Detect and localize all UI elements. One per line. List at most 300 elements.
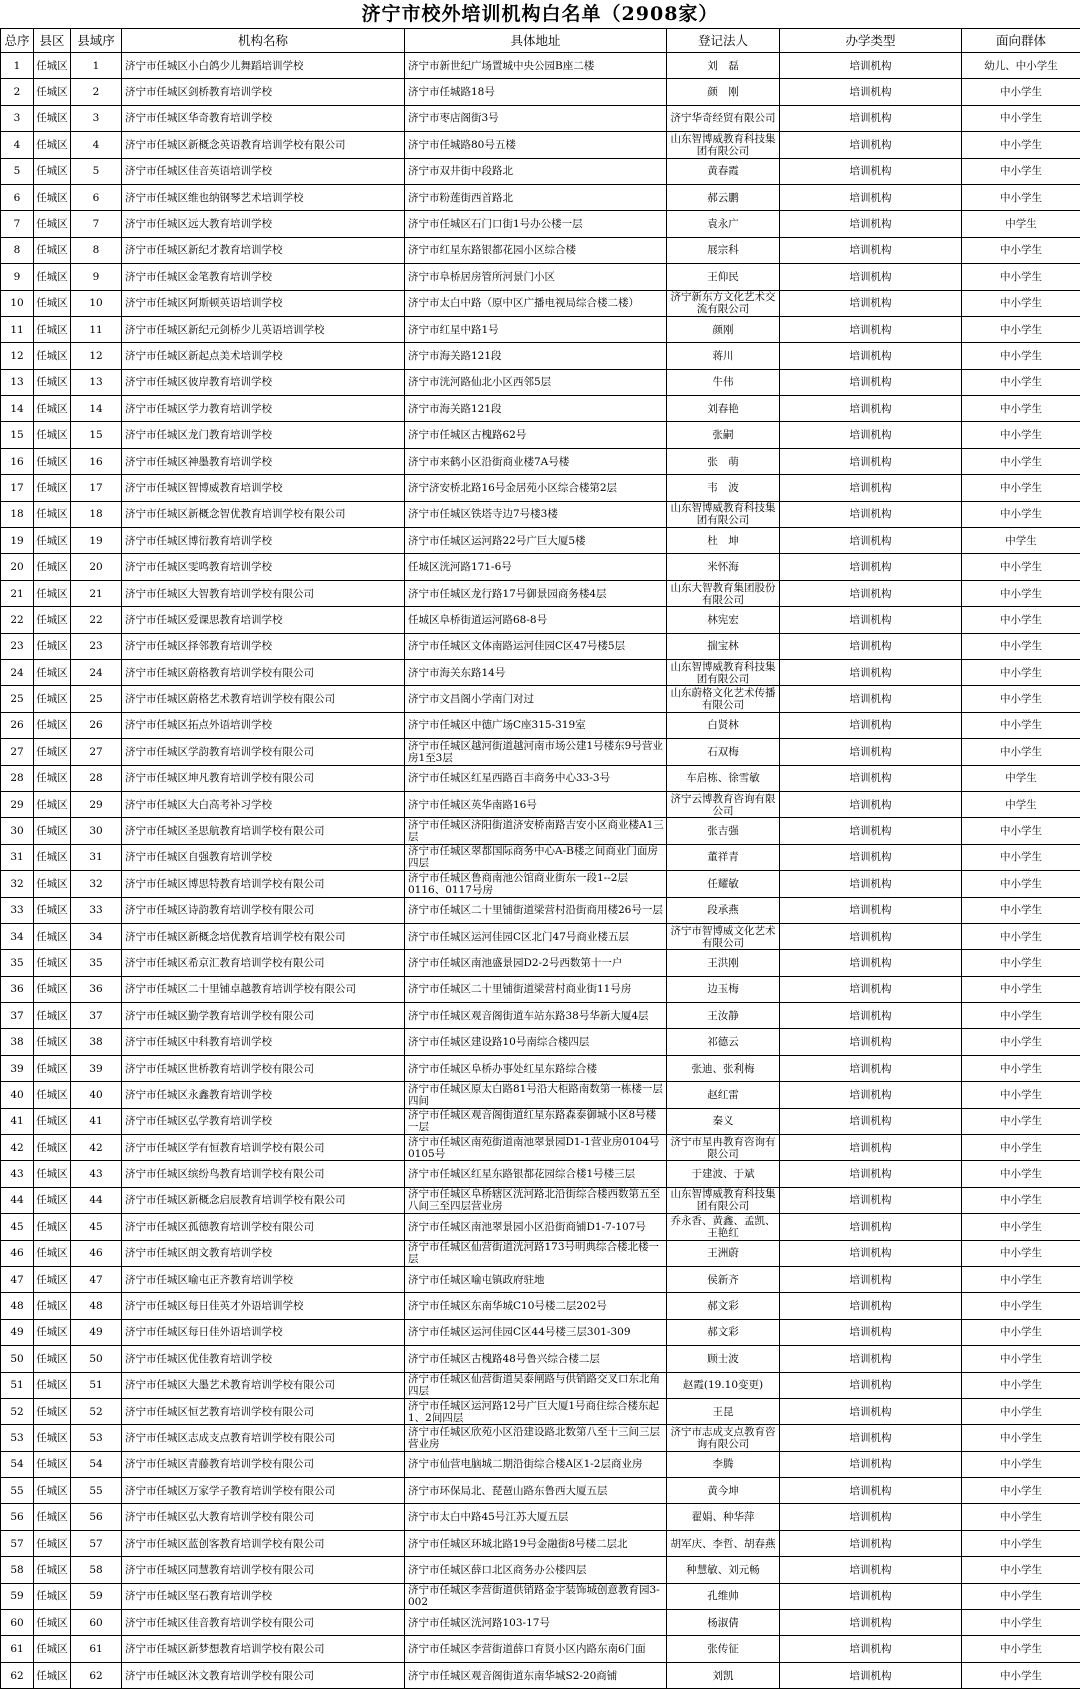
target-group-cell: 中小学生 [962, 871, 1080, 897]
district-cell: 任城区 [34, 950, 71, 976]
target-group-cell: 中小学生 [962, 1557, 1080, 1583]
total-index-cell: 57 [1, 1530, 34, 1556]
total-index-cell: 16 [1, 448, 34, 474]
institution-name-cell: 济宁市任城区智博威教育培训学校 [122, 475, 405, 501]
header-address: 具体地址 [405, 29, 667, 53]
address-cell: 济宁市阜桥居房管所河景门小区 [405, 264, 667, 290]
institution-name-cell: 济宁市任城区新梦想教育培训学校有限公司 [122, 1636, 405, 1662]
county-index-cell: 18 [71, 501, 122, 527]
target-group-cell: 中小学生 [962, 1372, 1080, 1398]
target-group-cell: 中小学生 [962, 580, 1080, 606]
legal-person-cell: 刘 磊 [667, 53, 780, 79]
total-index-cell: 9 [1, 264, 34, 290]
school-type-cell: 培训机构 [780, 53, 962, 79]
address-cell: 济宁市任城区仙营街道吴泰闸路与供销路交叉口东北角四层 [405, 1372, 667, 1398]
table-row [1, 237, 1080, 263]
legal-person-cell: 胡军庆、李哲、胡春燕 [667, 1530, 780, 1556]
address-cell: 济宁市海关东路14号 [405, 659, 667, 685]
district-cell: 任城区 [34, 1082, 71, 1108]
institution-name-cell: 济宁市任城区蓝创客教育培训学校有限公司 [122, 1530, 405, 1556]
address-cell: 济宁济安桥北路16号金居苑小区综合楼第2层 [405, 475, 667, 501]
legal-person-cell: 山东大智教育集团股份有限公司 [667, 580, 780, 606]
school-type-cell: 培训机构 [780, 290, 962, 316]
total-index-cell: 37 [1, 1003, 34, 1029]
target-group-cell: 中小学生 [962, 1583, 1080, 1609]
county-index-cell: 61 [71, 1636, 122, 1662]
district-cell: 任城区 [34, 1398, 71, 1424]
address-cell: 济宁市任城区运河佳园C区北门47号商业楼五层 [405, 923, 667, 949]
county-index-cell: 44 [71, 1187, 122, 1213]
district-cell: 任城区 [34, 1214, 71, 1240]
county-index-cell: 52 [71, 1398, 122, 1424]
legal-person-cell: 石双梅 [667, 739, 780, 765]
institution-name-cell: 济宁市任城区优佳教育培训学校 [122, 1346, 405, 1372]
legal-person-cell: 黄春霞 [667, 158, 780, 184]
county-index-cell: 16 [71, 448, 122, 474]
school-type-cell: 培训机构 [780, 1055, 962, 1081]
target-group-cell: 中小学生 [962, 79, 1080, 105]
institution-name-cell: 济宁市任城区新概念启辰教育培训学校有限公司 [122, 1187, 405, 1213]
institution-name-cell: 济宁市任城区沐文教育培训学校有限公司 [122, 1662, 405, 1688]
legal-person-cell: 王仰民 [667, 264, 780, 290]
county-index-cell: 60 [71, 1610, 122, 1636]
address-cell: 济宁市任城区仙营街道洸河路173号明典综合楼北楼一层 [405, 1240, 667, 1266]
county-index-cell: 53 [71, 1425, 122, 1451]
institution-name-cell: 济宁市任城区青藤教育培训学校有限公司 [122, 1451, 405, 1477]
total-index-cell: 52 [1, 1398, 34, 1424]
target-group-cell: 中小学生 [962, 1293, 1080, 1319]
total-index-cell: 25 [1, 686, 34, 712]
table-row [1, 686, 1080, 712]
total-index-cell: 28 [1, 765, 34, 791]
address-cell: 济宁市任城区建设路10号南综合楼四层 [405, 1029, 667, 1055]
district-cell: 任城区 [34, 1425, 71, 1451]
institution-name-cell: 济宁市任城区新概念培优教育培训学校有限公司 [122, 923, 405, 949]
address-cell: 任城区阜桥街道运河路68-8号 [405, 607, 667, 633]
school-type-cell: 培训机构 [780, 844, 962, 870]
legal-person-cell: 刘凯 [667, 1662, 780, 1688]
legal-person-cell: 王汝静 [667, 1003, 780, 1029]
table-row [1, 132, 1080, 158]
school-type-cell: 培训机构 [780, 1266, 962, 1292]
target-group-cell: 中小学生 [962, 1135, 1080, 1161]
school-type-cell: 培训机构 [780, 871, 962, 897]
header-school-type: 办学类型 [780, 29, 962, 53]
institution-name-cell: 济宁市任城区彼岸教育培训学校 [122, 369, 405, 395]
school-type-cell: 培训机构 [780, 343, 962, 369]
address-cell: 济宁市海关路121段 [405, 396, 667, 422]
district-cell: 任城区 [34, 871, 71, 897]
total-index-cell: 5 [1, 158, 34, 184]
district-cell: 任城区 [34, 528, 71, 554]
school-type-cell: 培训机构 [780, 237, 962, 263]
district-cell: 任城区 [34, 132, 71, 158]
county-index-cell: 3 [71, 105, 122, 131]
county-index-cell: 10 [71, 290, 122, 316]
school-type-cell: 培训机构 [780, 184, 962, 210]
legal-person-cell: 段承燕 [667, 897, 780, 923]
school-type-cell: 培训机构 [780, 897, 962, 923]
target-group-cell: 中小学生 [962, 607, 1080, 633]
table-row [1, 607, 1080, 633]
school-type-cell: 培训机构 [780, 686, 962, 712]
institution-name-cell: 济宁市任城区永鑫教育培训学校 [122, 1082, 405, 1108]
district-cell: 任城区 [34, 659, 71, 685]
total-index-cell: 26 [1, 712, 34, 738]
institution-name-cell: 济宁市任城区喻屯正齐教育培训学校 [122, 1266, 405, 1292]
institution-name-cell: 济宁市任城区新概念英语教育培训学校有限公司 [122, 132, 405, 158]
table-row [1, 1293, 1080, 1319]
total-index-cell: 58 [1, 1557, 34, 1583]
target-group-cell: 中小学生 [962, 1530, 1080, 1556]
institution-name-cell: 济宁市任城区新概念智优教育培训学校有限公司 [122, 501, 405, 527]
legal-person-cell: 米怀海 [667, 554, 780, 580]
target-group-cell: 中小学生 [962, 343, 1080, 369]
legal-person-cell: 王洲蔚 [667, 1240, 780, 1266]
address-cell: 济宁市任城区环城北路19号金融街8号楼二层北 [405, 1530, 667, 1556]
address-cell: 济宁市任城区原太白路81号沿大柜路南数第一栋楼一层四间 [405, 1082, 667, 1108]
district-cell: 任城区 [34, 501, 71, 527]
district-cell: 任城区 [34, 633, 71, 659]
address-cell: 济宁市任城路18号 [405, 79, 667, 105]
school-type-cell: 培训机构 [780, 950, 962, 976]
target-group-cell: 幼儿、中小学生 [962, 53, 1080, 79]
legal-person-cell: 济宁云博教育咨询有限公司 [667, 791, 780, 817]
table-row [1, 712, 1080, 738]
target-group-cell: 中小学生 [962, 501, 1080, 527]
district-cell: 任城区 [34, 554, 71, 580]
district-cell: 任城区 [34, 237, 71, 263]
school-type-cell: 培训机构 [780, 1187, 962, 1213]
total-index-cell: 14 [1, 396, 34, 422]
address-cell: 济宁市任城区英华南路16号 [405, 791, 667, 817]
school-type-cell: 培训机构 [780, 1161, 962, 1187]
county-index-cell: 35 [71, 950, 122, 976]
school-type-cell: 培训机构 [780, 1610, 962, 1636]
target-group-cell: 中小学生 [962, 1108, 1080, 1134]
legal-person-cell: 李腾 [667, 1451, 780, 1477]
legal-person-cell: 郝文彩 [667, 1293, 780, 1319]
institution-name-cell: 济宁市任城区新纪才教育培训学校 [122, 237, 405, 263]
district-cell: 任城区 [34, 976, 71, 1002]
total-index-cell: 30 [1, 818, 34, 844]
table-row [1, 1003, 1080, 1029]
legal-person-cell: 于建波、于斌 [667, 1161, 780, 1187]
county-index-cell: 14 [71, 396, 122, 422]
legal-person-cell: 车启栋、徐雪敏 [667, 765, 780, 791]
county-index-cell: 28 [71, 765, 122, 791]
table-row [1, 396, 1080, 422]
legal-person-cell: 顾士波 [667, 1346, 780, 1372]
institution-name-cell: 济宁市任城区弘大教育培训学校有限公司 [122, 1504, 405, 1530]
school-type-cell: 培训机构 [780, 528, 962, 554]
county-index-cell: 5 [71, 158, 122, 184]
legal-person-cell: 济宁华奇经贸有限公司 [667, 105, 780, 131]
school-type-cell: 培训机构 [780, 1583, 962, 1609]
school-type-cell: 培训机构 [780, 607, 962, 633]
legal-person-cell: 郝文彩 [667, 1319, 780, 1345]
table-row [1, 290, 1080, 316]
total-index-cell: 47 [1, 1266, 34, 1292]
legal-person-cell: 秦义 [667, 1108, 780, 1134]
table-row [1, 554, 1080, 580]
address-cell: 济宁市枣店阁街3号 [405, 105, 667, 131]
county-index-cell: 51 [71, 1372, 122, 1398]
legal-person-cell: 揣宝林 [667, 633, 780, 659]
address-cell: 济宁市任城区济阳街道济安桥南路吉安小区商业楼A1三层 [405, 818, 667, 844]
school-type-cell: 培训机构 [780, 79, 962, 105]
school-type-cell: 培训机构 [780, 158, 962, 184]
legal-person-cell: 张传征 [667, 1636, 780, 1662]
total-index-cell: 13 [1, 369, 34, 395]
address-cell: 济宁市任城区运河路22号广巨大厦5楼 [405, 528, 667, 554]
district-cell: 任城区 [34, 1029, 71, 1055]
address-cell: 济宁市任城区南苑街道南池翠景园D1-1营业房0104号0105号 [405, 1135, 667, 1161]
target-group-cell: 中小学生 [962, 1240, 1080, 1266]
table-row [1, 422, 1080, 448]
address-cell: 济宁市任城区石门口街1号办公楼一层 [405, 211, 667, 237]
school-type-cell: 培训机构 [780, 712, 962, 738]
legal-person-cell: 翟娟、种华萍 [667, 1504, 780, 1530]
table-row [1, 1398, 1080, 1424]
district-cell: 任城区 [34, 448, 71, 474]
total-index-cell: 11 [1, 316, 34, 342]
school-type-cell: 培训机构 [780, 501, 962, 527]
district-cell: 任城区 [34, 844, 71, 870]
county-index-cell: 22 [71, 607, 122, 633]
table-row [1, 79, 1080, 105]
district-cell: 任城区 [34, 369, 71, 395]
legal-person-cell: 赵红雷 [667, 1082, 780, 1108]
address-cell: 济宁市太白中路45号江苏大厦五层 [405, 1504, 667, 1530]
county-index-cell: 23 [71, 633, 122, 659]
county-index-cell: 7 [71, 211, 122, 237]
table-row [1, 580, 1080, 606]
table-row [1, 1636, 1080, 1662]
total-index-cell: 62 [1, 1662, 34, 1688]
legal-person-cell: 孔维帅 [667, 1583, 780, 1609]
whitelist-table [0, 28, 1080, 1689]
total-index-cell: 53 [1, 1425, 34, 1451]
institution-name-cell: 济宁市任城区坚石教育培训学校 [122, 1583, 405, 1609]
county-index-cell: 36 [71, 976, 122, 1002]
county-index-cell: 4 [71, 132, 122, 158]
school-type-cell: 培训机构 [780, 264, 962, 290]
header-district: 县区 [34, 29, 71, 53]
total-index-cell: 40 [1, 1082, 34, 1108]
district-cell: 任城区 [34, 343, 71, 369]
school-type-cell: 培训机构 [780, 1082, 962, 1108]
target-group-cell: 中小学生 [962, 316, 1080, 342]
target-group-cell: 中小学生 [962, 1214, 1080, 1240]
school-type-cell: 培训机构 [780, 818, 962, 844]
county-index-cell: 20 [71, 554, 122, 580]
address-cell: 济宁市任城路80号五楼 [405, 132, 667, 158]
district-cell: 任城区 [34, 1451, 71, 1477]
total-index-cell: 2 [1, 79, 34, 105]
district-cell: 任城区 [34, 1003, 71, 1029]
legal-person-cell: 杜 坤 [667, 528, 780, 554]
county-index-cell: 56 [71, 1504, 122, 1530]
institution-name-cell: 济宁市任城区每日佳外语培训学校 [122, 1319, 405, 1345]
institution-name-cell: 济宁市任城区蔚格教育培训学校有限公司 [122, 659, 405, 685]
school-type-cell: 培训机构 [780, 976, 962, 1002]
district-cell: 任城区 [34, 1636, 71, 1662]
institution-name-cell: 济宁市任城区金笔教育培训学校 [122, 264, 405, 290]
district-cell: 任城区 [34, 1372, 71, 1398]
legal-person-cell: 山东智博威教育科技集团有限公司 [667, 1187, 780, 1213]
legal-person-cell: 乔永香、黄鑫、孟凯、王艳红 [667, 1214, 780, 1240]
school-type-cell: 培训机构 [780, 791, 962, 817]
school-type-cell: 培训机构 [780, 132, 962, 158]
total-index-cell: 17 [1, 475, 34, 501]
institution-name-cell: 济宁市任城区拓点外语培训学校 [122, 712, 405, 738]
district-cell: 任城区 [34, 1108, 71, 1134]
total-index-cell: 60 [1, 1610, 34, 1636]
school-type-cell: 培训机构 [780, 1372, 962, 1398]
total-index-cell: 29 [1, 791, 34, 817]
address-cell: 济宁市任城区红星西路百丰商务中心33-3号 [405, 765, 667, 791]
school-type-cell: 培训机构 [780, 1504, 962, 1530]
institution-name-cell: 济宁市任城区佳音教育培训学校有限公司 [122, 1610, 405, 1636]
institution-name-cell: 济宁市任城区博衍教育培训学校 [122, 528, 405, 554]
table-row [1, 818, 1080, 844]
table-row [1, 1082, 1080, 1108]
district-cell: 任城区 [34, 290, 71, 316]
institution-name-cell: 济宁市任城区圣思航教育培训学校有限公司 [122, 818, 405, 844]
county-index-cell: 32 [71, 871, 122, 897]
target-group-cell: 中学生 [962, 528, 1080, 554]
district-cell: 任城区 [34, 1187, 71, 1213]
school-type-cell: 培训机构 [780, 1451, 962, 1477]
school-type-cell: 培训机构 [780, 105, 962, 131]
total-index-cell: 27 [1, 739, 34, 765]
legal-person-cell: 山东智博威教育科技集团有限公司 [667, 132, 780, 158]
district-cell: 任城区 [34, 105, 71, 131]
address-cell: 济宁市任城区观音阁街道车站东路38号华新大厦4层 [405, 1003, 667, 1029]
legal-person-cell: 蒋川 [667, 343, 780, 369]
target-group-cell: 中小学生 [962, 264, 1080, 290]
target-group-cell: 中小学生 [962, 475, 1080, 501]
county-index-cell: 1 [71, 53, 122, 79]
school-type-cell: 培训机构 [780, 1108, 962, 1134]
legal-person-cell: 济宁市智博威文化艺术有限公司 [667, 923, 780, 949]
header-institution-name: 机构名称 [122, 29, 405, 53]
total-index-cell: 51 [1, 1372, 34, 1398]
address-cell: 济宁市任城区运河路12号广巨大厦1号商住综合楼东起1、2间四层 [405, 1398, 667, 1424]
institution-name-cell: 济宁市任城区新起点美术培训学校 [122, 343, 405, 369]
institution-name-cell: 济宁市任城区大白高考补习学校 [122, 791, 405, 817]
total-index-cell: 46 [1, 1240, 34, 1266]
district-cell: 任城区 [34, 316, 71, 342]
county-index-cell: 15 [71, 422, 122, 448]
legal-person-cell: 王洪刚 [667, 950, 780, 976]
target-group-cell: 中小学生 [962, 1425, 1080, 1451]
table-row [1, 1214, 1080, 1240]
target-group-cell: 中小学生 [962, 1187, 1080, 1213]
target-group-cell: 中小学生 [962, 1478, 1080, 1504]
table-row [1, 765, 1080, 791]
school-type-cell: 培训机构 [780, 1478, 962, 1504]
table-row [1, 184, 1080, 210]
total-index-cell: 1 [1, 53, 34, 79]
table-row [1, 950, 1080, 976]
institution-name-cell: 济宁市任城区择邻教育培训学校 [122, 633, 405, 659]
legal-person-cell: 祁德云 [667, 1029, 780, 1055]
total-index-cell: 22 [1, 607, 34, 633]
legal-person-cell: 白贤林 [667, 712, 780, 738]
table-row [1, 1240, 1080, 1266]
total-index-cell: 49 [1, 1319, 34, 1345]
header-county-index: 县域序 [71, 29, 122, 53]
table-row [1, 343, 1080, 369]
school-type-cell: 培训机构 [780, 1346, 962, 1372]
school-type-cell: 培训机构 [780, 580, 962, 606]
legal-person-cell: 种慧敏、刘元畅 [667, 1557, 780, 1583]
institution-name-cell: 济宁市任城区学有恒教育培训学校有限公司 [122, 1135, 405, 1161]
table-row [1, 475, 1080, 501]
legal-person-cell: 济宁市志成支点教育咨询有限公司 [667, 1425, 780, 1451]
address-cell: 济宁市红星中路1号 [405, 316, 667, 342]
school-type-cell: 培训机构 [780, 211, 962, 237]
total-index-cell: 31 [1, 844, 34, 870]
institution-name-cell: 济宁市任城区缤纷鸟教育培训学校有限公司 [122, 1161, 405, 1187]
total-index-cell: 24 [1, 659, 34, 685]
table-row [1, 739, 1080, 765]
legal-person-cell: 济宁新东方文化艺术交流有限公司 [667, 290, 780, 316]
county-index-cell: 54 [71, 1451, 122, 1477]
county-index-cell: 30 [71, 818, 122, 844]
institution-name-cell: 济宁市任城区学力教育培训学校 [122, 396, 405, 422]
institution-name-cell: 济宁市任城区同慧教育培训学校有限公司 [122, 1557, 405, 1583]
school-type-cell: 培训机构 [780, 422, 962, 448]
target-group-cell: 中小学生 [962, 184, 1080, 210]
total-index-cell: 35 [1, 950, 34, 976]
institution-name-cell: 济宁市任城区坤凡教育培训学校有限公司 [122, 765, 405, 791]
county-index-cell: 17 [71, 475, 122, 501]
target-group-cell: 中小学生 [962, 132, 1080, 158]
table-row [1, 528, 1080, 554]
institution-name-cell: 济宁市任城区勤学教育培训学校有限公司 [122, 1003, 405, 1029]
county-index-cell: 42 [71, 1135, 122, 1161]
district-cell: 任城区 [34, 1662, 71, 1688]
institution-name-cell: 济宁市任城区阿斯顿英语培训学校 [122, 290, 405, 316]
target-group-cell: 中小学生 [962, 1636, 1080, 1662]
target-group-cell: 中小学生 [962, 1504, 1080, 1530]
address-cell: 济宁市洸河路仙北小区西邻5层 [405, 369, 667, 395]
county-index-cell: 58 [71, 1557, 122, 1583]
target-group-cell: 中学生 [962, 791, 1080, 817]
address-cell: 济宁市来鹤小区沿街商业楼7A号楼 [405, 448, 667, 474]
total-index-cell: 21 [1, 580, 34, 606]
county-index-cell: 47 [71, 1266, 122, 1292]
institution-name-cell: 济宁市任城区二十里铺卓越教育培训学校有限公司 [122, 976, 405, 1002]
county-index-cell: 57 [71, 1530, 122, 1556]
target-group-cell: 中小学生 [962, 976, 1080, 1002]
header-legal-person: 登记法人 [667, 29, 780, 53]
table-row [1, 1662, 1080, 1688]
school-type-cell: 培训机构 [780, 369, 962, 395]
total-index-cell: 19 [1, 528, 34, 554]
table-row [1, 1187, 1080, 1213]
target-group-cell: 中小学生 [962, 1266, 1080, 1292]
legal-person-cell: 颜刚 [667, 316, 780, 342]
total-index-cell: 10 [1, 290, 34, 316]
district-cell: 任城区 [34, 1135, 71, 1161]
table-row [1, 633, 1080, 659]
address-cell: 济宁市任城区东南华城C10号楼二层202号 [405, 1293, 667, 1319]
school-type-cell: 培训机构 [780, 554, 962, 580]
